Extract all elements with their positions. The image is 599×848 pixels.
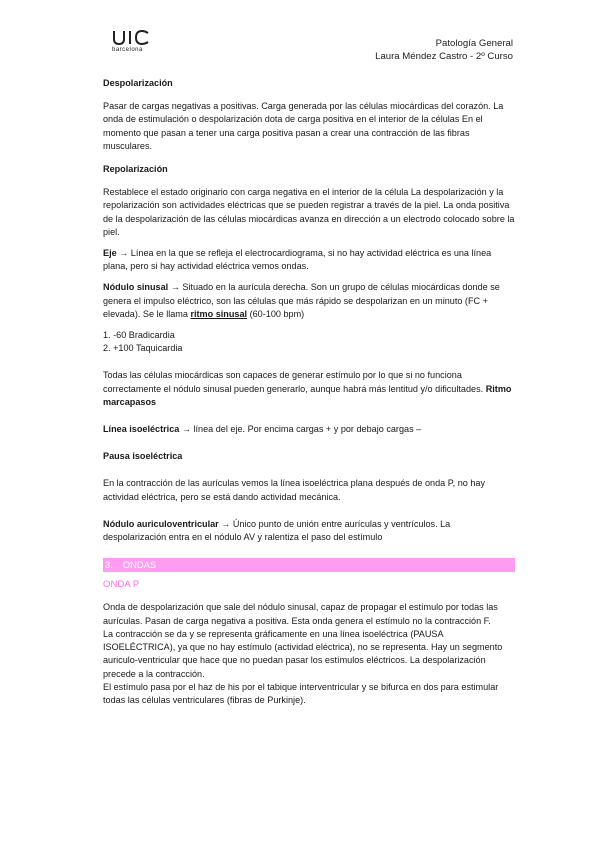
author-line: Laura Méndez Castro - 2º Curso (375, 51, 513, 62)
logo-subtitle: barcelona (112, 47, 143, 53)
paragraph-linea-isoelectrica (103, 423, 515, 436)
linea-label: Línea isoeléctrica (103, 424, 180, 435)
band-title: ONDAS (122, 559, 157, 571)
eje-text: → Línea en la que se refleja el electrocardiograma, si no hay actividad eléctrica es una línea plana, pero si hay actividad eléctrica vemos ondas. (103, 248, 492, 272)
nodulo-text-1: → Situado en la aurícula derecha. Son un grupo de células miocárdicas donde se genera el impulso eléctrico, son las células que más rápido se despolarizan en un minuto (FC + elevada). Se le llama (103, 282, 500, 319)
list-item: 2. +100 Taquicardia (103, 343, 183, 354)
paragraph-onda-p-2: La contracción se da y se representa gráficamente en una línea isoeléctrica (PAUSA ISOELÉCTRICA), ya que no hay estímulo (actividad eléctrica), no se representa. Hay un segmento auriculo-ventricular que hace que no puedan pasar los estímulos eléctricos. La despolarización precede a la contracción. (103, 628, 503, 679)
heading-despolarizacion: Despolarización (103, 78, 173, 88)
paragraph-onda-p-1: Onda de despolarización que sale del nódulo sinusal, capaz de propagar el estímulo por todas las aurículas. Pasan de carga negativa a positiva. Esta onda genera el estímulo no la contracción F. (103, 602, 498, 626)
page-header (375, 37, 513, 63)
heading-pausa-isoelectrica: Pausa isoeléctrica (103, 451, 183, 462)
av-label: Nódulo auriculoventricular (103, 518, 219, 529)
paragraph-nodulo-sinusal (103, 281, 515, 321)
band-number: 3. (105, 559, 113, 571)
av-text: → Único punto de unión entre aurículas y ventrículos. La despolarización entra en el nódulo AV y ralentiza el paso del estímulo (103, 518, 451, 543)
uic-logo-mark (112, 27, 156, 47)
list-item: 1. -60 Bradicardia (103, 330, 175, 341)
todas-text: Todas las células miocárdicas son capaces de generar estímulo por lo que si no funciona correctamente el nódulo sinusal pueden generarlo, aunque habrá más lentitud y/o dificultades. (103, 370, 486, 394)
document-body (103, 77, 515, 707)
heading-repolarizacion: Repolarización (103, 164, 168, 175)
nodulo-text-2: (60-100 bpm) (247, 308, 305, 319)
paragraph-onda-p-3: El estímulo pasa por el haz de his por el tabique interventricular y se bifurca en dos para estimular todas las células ventriculares (fibras de Purkinje). (103, 681, 499, 705)
paragraph-todas-celulas (103, 369, 515, 409)
section-band-ondas (103, 558, 515, 572)
paragraph-eje (103, 247, 515, 273)
heading-onda-p: ONDA P (103, 579, 140, 591)
paragraph-pausa-isoelectrica: En la contracción de las aurículas vemos la línea isoeléctrica plana después de onda P, no hay actividad eléctrica, pero se está dando actividad mecánica. (103, 478, 486, 502)
ritmo-sinusal-term: ritmo sinusal (190, 308, 248, 319)
linea-text: → línea del eje. Por encima cargas + y por debajo cargas – (179, 424, 422, 435)
eje-label: Eje (103, 248, 117, 259)
paragraph-nodulo-av (103, 518, 515, 544)
course-title: Patología General (435, 38, 513, 49)
paragraph-despolarizacion: Pasar de cargas negativas a positivas. Carga generada por las células miocárdicas del corazón. La onda de estimulación o despolarización dota de carga positiva en el interior de la células En el momento que pasan a tener una carga positiva pasan a crear una contracción de las fibras musculares. (103, 101, 504, 151)
nodulo-label: Nódulo sinusal (103, 282, 169, 293)
paragraph-repolarizacion: Restablece el estado originario con carga negativa en el interior de la célula La despolarización y la repolarización son actividades eléctricas que se pueden registrar a través de la piel. La onda positiva de la despolarización de las células miocárdicas avanza en dirección a un electrodo colocado sobre la piel. (103, 187, 515, 237)
ritmo-marcapasos: Ritmo marcapasos (103, 383, 512, 407)
